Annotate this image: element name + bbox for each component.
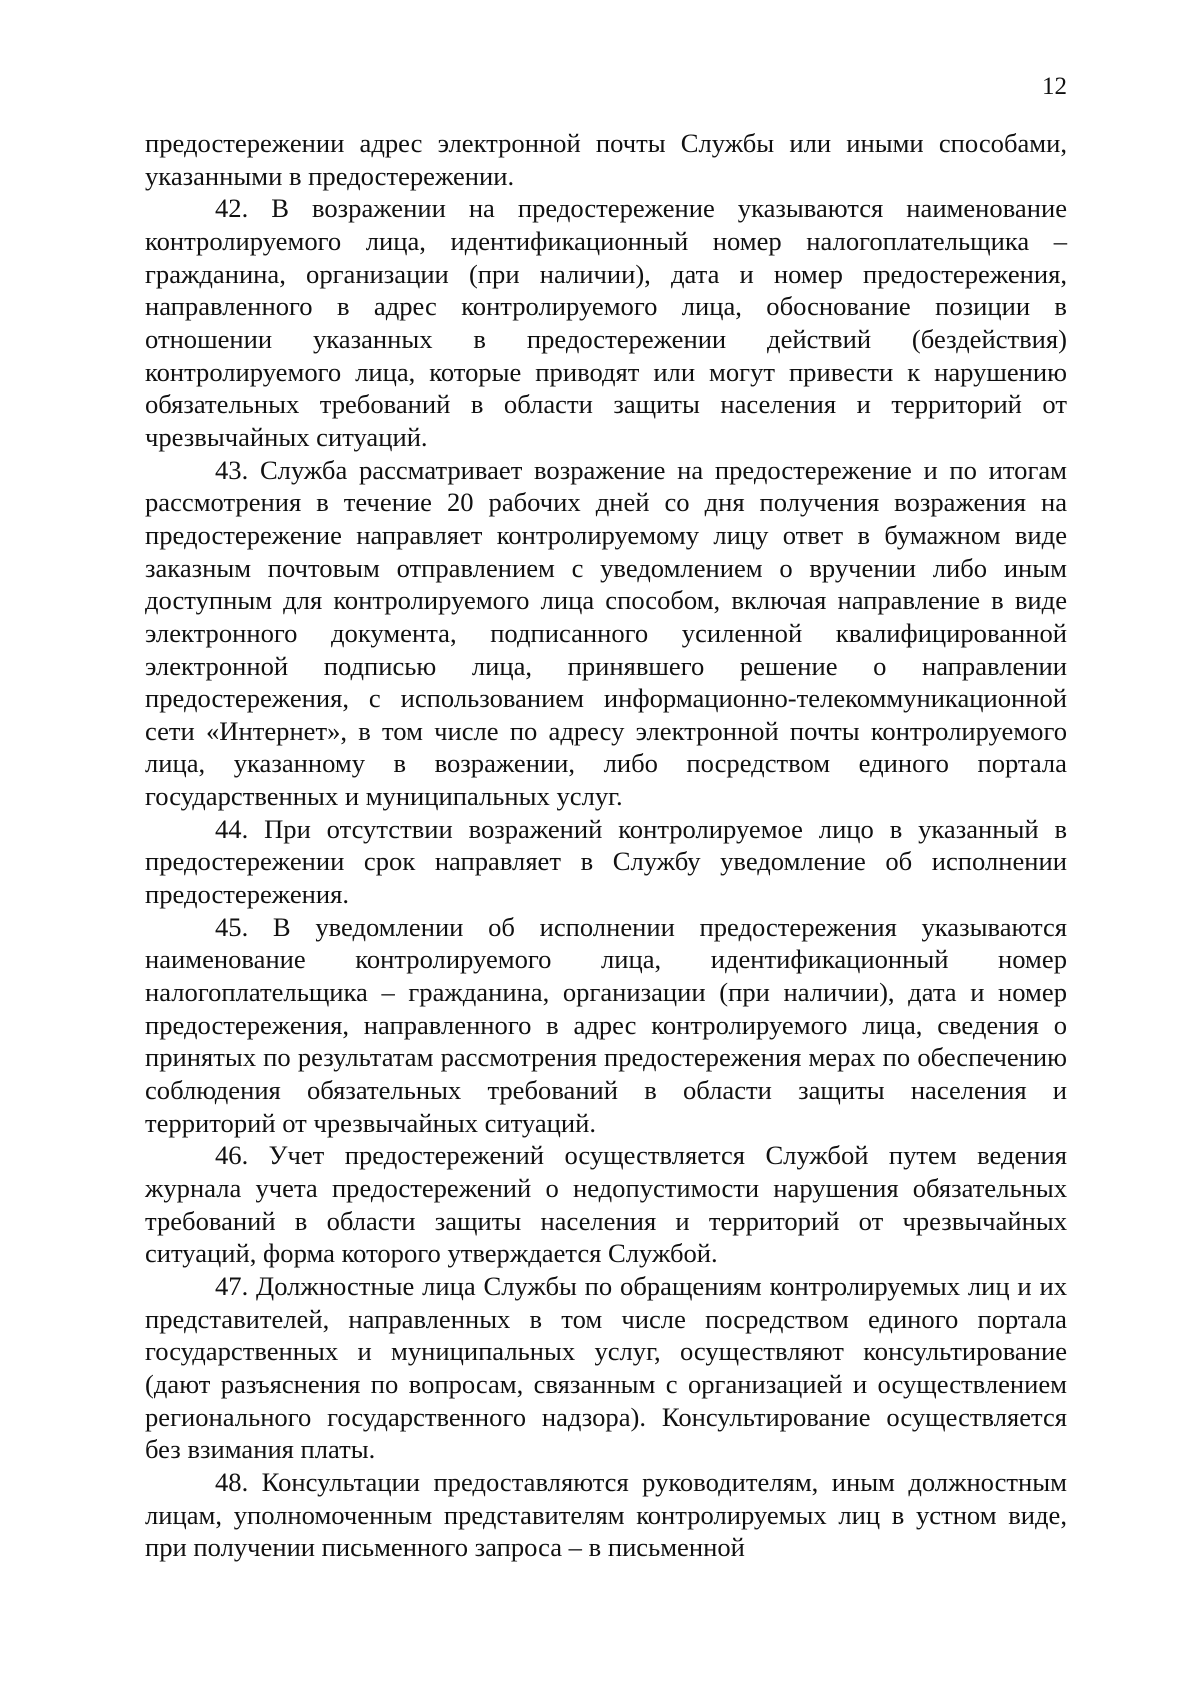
paragraph-48: 48. Консультации предоставляются руководителям, иным должностным лицам, уполномоченным представителям контролируемых лиц в устном виде, при получении письменного запроса – в письменной [145, 1466, 1067, 1563]
page-number: 12 [1042, 73, 1067, 100]
paragraph-43: 43. Служба рассматривает возражение на предостережение и по итогам рассмотрения в течение 20 рабочих дней со дня получения возражения на предостережение направляет контролируемому лицу ответ в бумажном виде заказным почтовым отправлением с уведомлением о вручении либо иным доступным для контролируемого лица способом, включая направление в виде электронного документа, подписанного усиленной квалифицированной электронной подписью лица, принявшего решение о направлении предостережения, с использованием информационно-телекоммуникационной сети «Интернет», в том числе по адресу электронной почты контролируемого лица, указанному в возражении, либо посредством единого портала государственных и муниципальных услуг. [145, 454, 1067, 812]
paragraph-46: 46. Учет предостережений осуществляется Службой путем ведения журнала учета предостережений о недопустимости нарушения обязательных требований в области защиты населения и территорий от чрезвычайных ситуаций, форма которого утверждается Службой. [145, 1140, 1067, 1269]
paragraph-45: 45. В уведомлении об исполнении предостережения указываются наименование контролируемого лица, идентификационный номер налогоплательщика – гражданина, организации (при наличии), дата и номер предостережения, направленного в адрес контролируемого лица, сведения о принятых по результатам рассмотрения предостережения мерах по обеспечению соблюдения обязательных требований в области защиты населения и территорий от чрезвычайных ситуаций. [145, 911, 1067, 1138]
paragraph-42: 42. В возражении на предостережение указываются наименование контролируемого лица, идентификационный номер налогоплательщика – гражданина, организации (при наличии), дата и номер предостережения, направленного в адрес контролируемого лица, обоснование позиции в отношении указанных в предостережении действий (бездействия) контролируемого лица, которые приводят или могут привести к нарушению обязательных требований в области защиты населения и территорий от чрезвычайных ситуаций. [145, 193, 1067, 452]
paragraph-continuation: предостережении адрес электронной почты Службы или иными способами, указанными в предостережении. [145, 128, 1067, 191]
paragraph-44: 44. При отсутствии возражений контролируемое лицо в указанный в предостережении срок направляет в Службу уведомление об исполнении предостережения. [145, 813, 1067, 910]
paragraph-47: 47. Должностные лица Службы по обращениям контролируемых лиц и их представителей, направленных в том числе посредством единого портала государственных и муниципальных услуг, осуществляют консультирование (дают разъяснения по вопросам, связанным с организацией и осуществлением регионального государственного надзора). Консультирование осуществляется без взимания платы. [145, 1270, 1067, 1465]
document-body [145, 127, 1067, 1564]
